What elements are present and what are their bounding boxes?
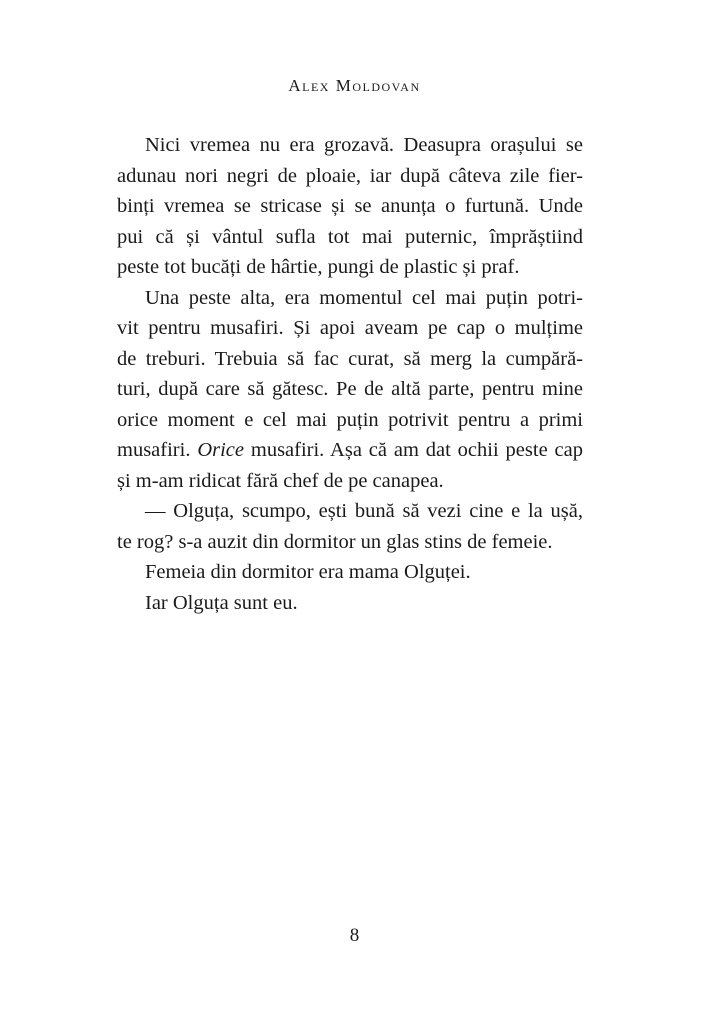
running-head: Alex Moldovan (288, 76, 421, 95)
paragraph-1-line-5: peste tot bucăți de hârtie, pungi de plastic și praf. (117, 256, 520, 278)
paragraph-2-line-6-post: musafiri. Așa că am dat ochii peste cap (244, 439, 583, 461)
body-text (117, 130, 583, 618)
paragraph-2-line-4: turi, după care să gătesc. Pe de altă parte, pentru mine (117, 378, 583, 400)
paragraph-1-line-2: adunau nori negri de ploaie, iar după câteva zile fier- (117, 164, 583, 187)
paragraph-2-line-6-pre: musafiri. (117, 439, 198, 461)
dialogue-line-2: te rog? s-a auzit din dormitor un glas stins de femeie. (117, 530, 553, 553)
page-number: 8 (349, 925, 360, 946)
paragraph-2-line-6 (117, 435, 583, 466)
paragraph-5-line-1: Iar Olguța sunt eu. (145, 591, 298, 614)
paragraph-2-line-2: vit pentru musafiri. Și apoi aveam pe cap o mulțime (117, 317, 583, 339)
paragraph-1-line-1: Nici vremea nu era grozavă. Deasupra orașului se (145, 134, 583, 156)
paragraph-2-line-7: și m-am ridicat fără chef de pe canapea. (117, 469, 444, 492)
paragraph-1-line-4: pui că și vântul sufla tot mai puternic, împrăștiind (117, 225, 583, 248)
paragraph-2-line-5: orice moment e cel mai puțin potrivit pentru a primi (117, 408, 583, 431)
paragraph-1-line-3: binți vremea se stricase și se anunța o furtună. Unde (117, 195, 583, 217)
emphasized-word: Orice (197, 439, 244, 461)
paragraph-4-line-1: Femeia din dormitor era mama Olguței. (145, 561, 471, 583)
paragraph-2-line-1: Una peste alta, era momentul cel mai puțin potri- (145, 286, 583, 309)
dialogue-line-1: — Olguța, scumpo, ești bună să vezi cine e la ușă, (145, 500, 583, 522)
paragraph-2-line-3: de treburi. Trebuia să fac curat, să merg la cumpără- (117, 347, 583, 370)
